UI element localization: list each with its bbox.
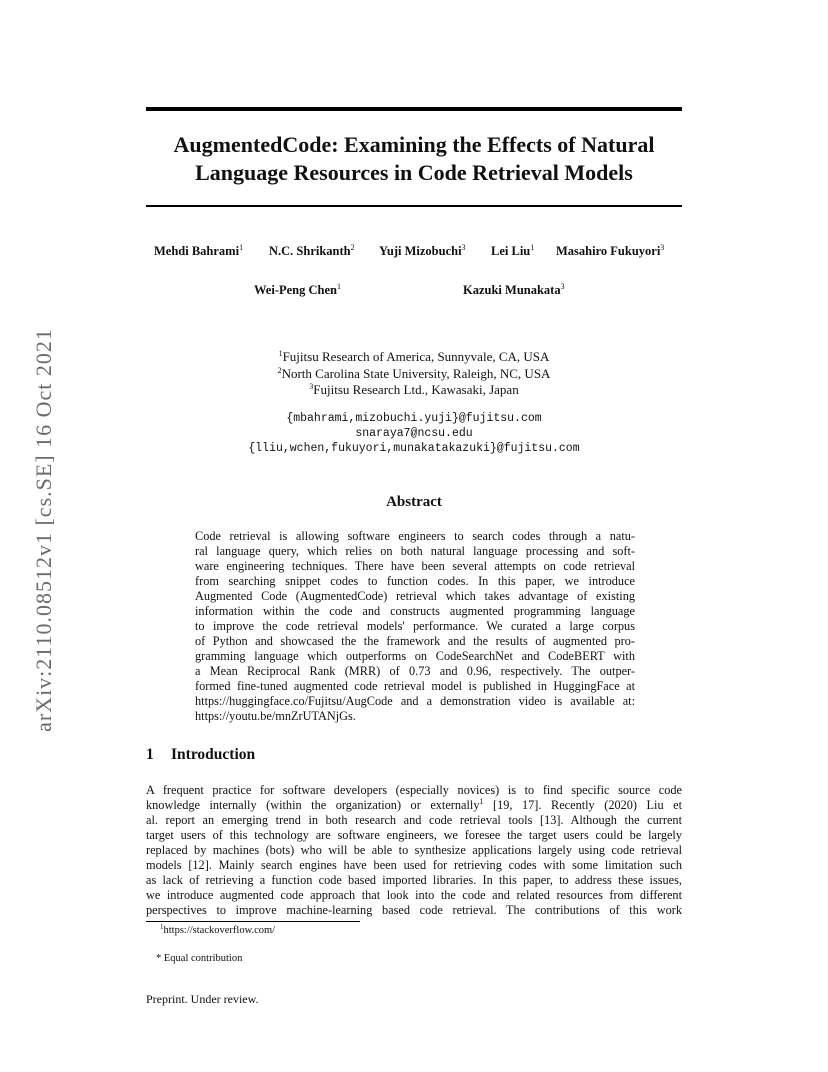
- arxiv-side-stamp: arXiv:2110.08512v1 [cs.SE] 16 Oct 2021: [31, 328, 56, 732]
- abstract-line: https://huggingface.co/Fujitsu/AugCode and a demonstration video is available at:: [195, 694, 635, 708]
- author-yuji-mizobuchi: Yuji Mizobuchi$^3$: [379, 243, 466, 258]
- abstract-line: to improve the code retrieval models' performance. We curated a large corpus: [195, 619, 635, 633]
- affiliation-3: $^3$Fujitsu Research Ltd., Kawasaki, Japan: [309, 382, 519, 397]
- intro-line: perspectives to improve machine-learning based code retrieval. The contributions of this work: [146, 903, 682, 917]
- intro-line: al. report an emerging trend in both research and code retrieval tools [13]. Although the current: [146, 813, 682, 827]
- affiliation-1: $^1$Fujitsu Research of America, Sunnyvale, CA, USA: [278, 349, 550, 364]
- title-line-1: AugmentedCode: Examining the Effects of Natural: [173, 132, 655, 157]
- intro-line: A frequent practice for software developers (especially novices) is to find specific source code: [146, 783, 682, 797]
- affiliation-2: $^2$North Carolina State University, Raleigh, NC, USA: [277, 366, 551, 381]
- author-masahiro-fukuyori: Masahiro Fukuyori$^3$: [556, 243, 665, 258]
- footnote-marker: 1: [479, 797, 484, 806]
- abstract-line: https://youtu.be/mnZrUTANjGs.: [195, 709, 356, 723]
- email-line-2: snaraya7@ncsu.edu: [355, 427, 473, 440]
- preprint-footer: Preprint. Under review.: [146, 992, 259, 1006]
- author-wei-peng-chen: Wei-Peng Chen$^1$: [254, 282, 341, 297]
- author-mehdi-bahrami: Mehdi Bahrami$^1$: [154, 243, 244, 258]
- footnote-1: $^1$https://stackoverflow.com/: [160, 923, 276, 936]
- abstract-line: information within the code and constructs augmented programming language: [195, 604, 635, 618]
- intro-line: knowledge internally (within the organization) or externally$^1$ [19, 17]. Recently (2020) Liu et: [146, 797, 682, 812]
- abstract-line: Code retrieval is allowing software engineers to search codes through a natu-: [195, 529, 635, 543]
- intro-line: target users of this technology are software engineers, we foresee the target users could be largely: [146, 828, 682, 842]
- abstract-line: of Python and showcased the the framework and the results of augmented pro-: [195, 634, 635, 648]
- email-line-3: {lliu,wchen,fukuyori,munakatakazuki}@fujitsu.com: [248, 442, 580, 455]
- section-title: Introduction: [171, 746, 256, 763]
- abstract-line: Augmented Code (AugmentedCode) retrieval which takes advantage of existing: [195, 589, 635, 603]
- intro-line: models [12]. Mainly search engines have been used for retrieving codes with some limitation such: [146, 858, 682, 872]
- email-line-1: {mbahrami,mizobuchi.yuji}@fujitsu.com: [286, 412, 542, 425]
- author-lei-liu: Lei Liu$^1$: [491, 243, 535, 258]
- paper-title: [146, 131, 682, 187]
- intro-line: replaced by machines (bots) who will be able to synthesize applications largely using code retrieval: [146, 843, 682, 857]
- footnote-rule: [146, 921, 360, 922]
- intro-line: we introduce augmented code approach that look into the code and related resources from different: [146, 888, 682, 902]
- footnote-equal-contribution: * Equal contribution: [156, 953, 243, 964]
- title-bottom-rule: [146, 205, 682, 207]
- section-number: 1: [146, 746, 154, 763]
- title-top-rule: [146, 107, 682, 111]
- abstract-line: formed fine-tuned augmented code retrieval model is published in HuggingFace at: [195, 679, 635, 693]
- abstract-line: ware engineering techniques. There have been several attempts on code retrieval: [195, 559, 635, 573]
- author-kazuki-munakata: Kazuki Munakata$^3$: [463, 282, 565, 297]
- abstract-line: a Mean Reciprocal Rank (MRR) of 0.73 and 0.96, respectively. The outper-: [195, 664, 635, 678]
- abstract-line: gramming language which outperforms on CodeSearchNet and CodeBERT with: [195, 649, 635, 663]
- abstract-heading: Abstract: [386, 494, 442, 510]
- title-line-2: Language Resources in Code Retrieval Models: [195, 160, 633, 185]
- author-nc-shrikanth: N.C. Shrikanth$^2$: [269, 243, 355, 258]
- abstract-line: ral language query, which relies on both natural language processing and soft-: [195, 544, 635, 558]
- intro-line: as lack of retrieving a function code based imported libraries. In this paper, to address these issues,: [146, 873, 682, 887]
- abstract-line: from searching snippet codes to function codes. In this paper, we introduce: [195, 574, 635, 588]
